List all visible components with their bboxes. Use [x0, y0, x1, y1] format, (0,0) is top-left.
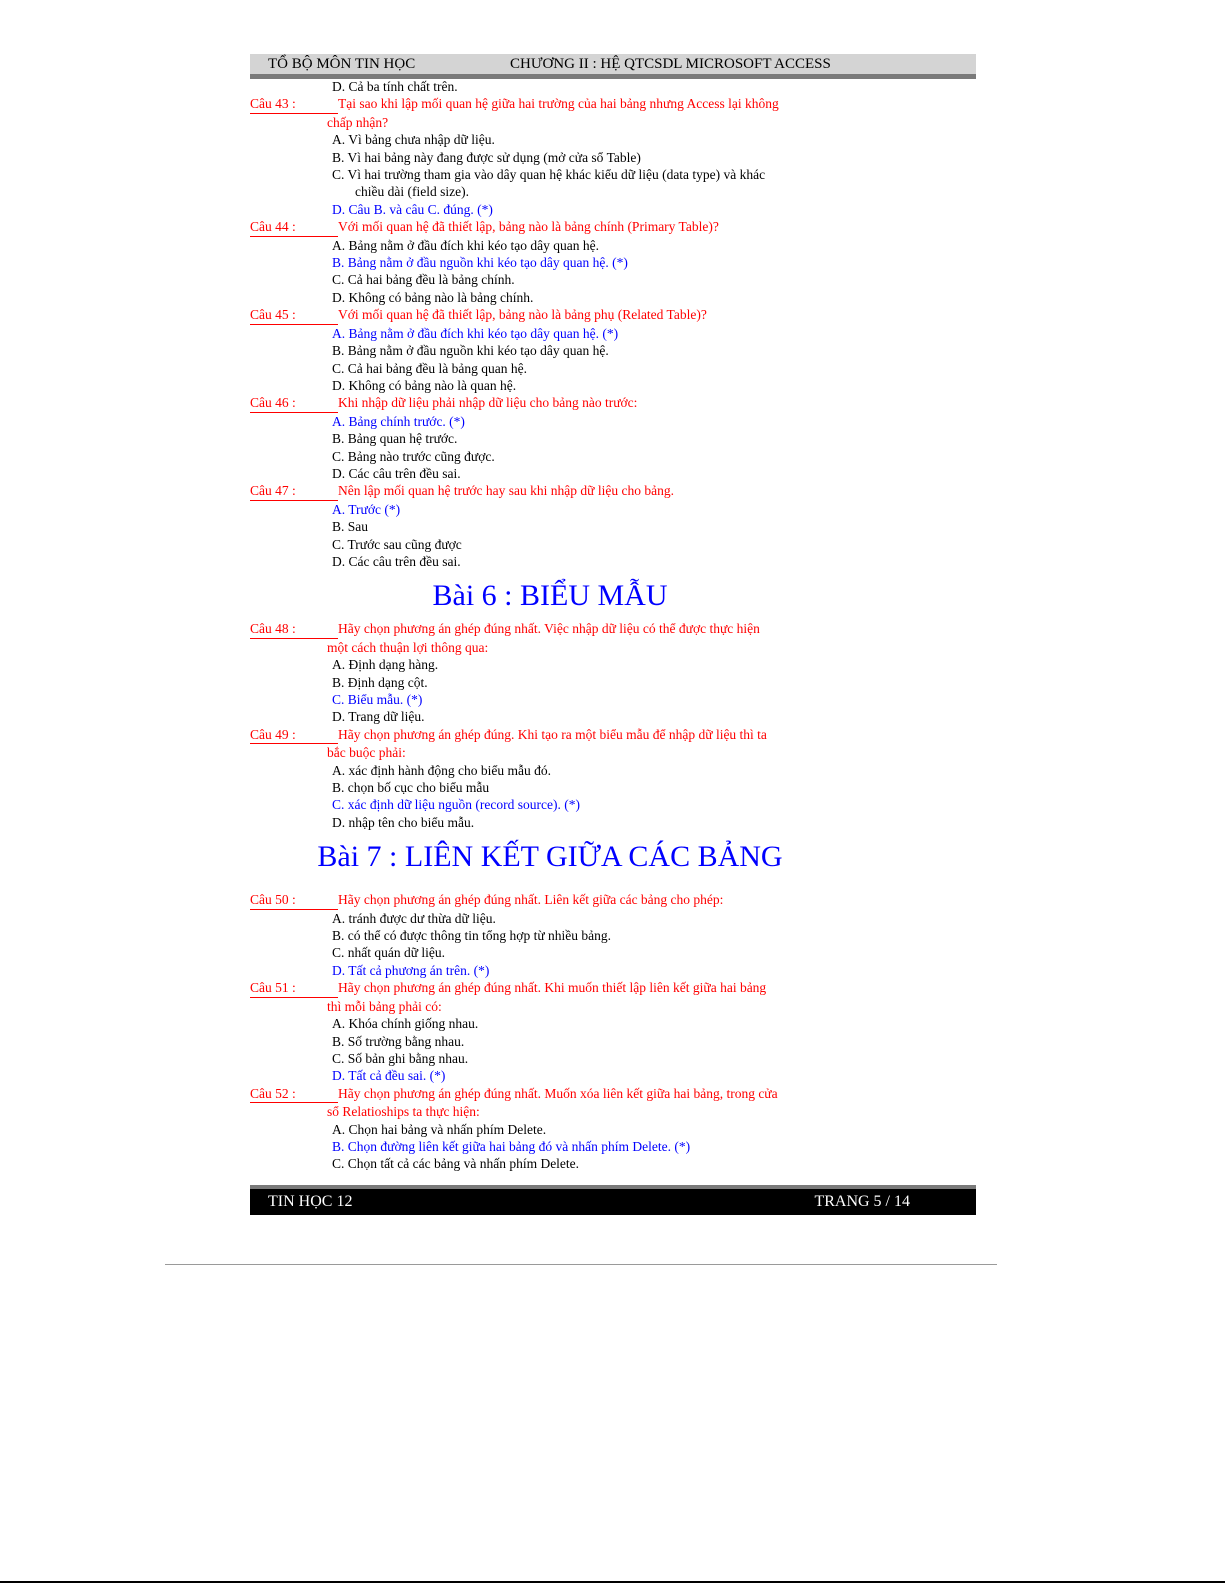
option-c-correct: C. Biểu mẫu. (*) [332, 692, 423, 707]
document-body [250, 78, 850, 1173]
option-d: D. Các câu trên đều sai. [332, 553, 461, 569]
header-chapter: CHƯƠNG II : HỆ QTCSDL MICROSOFT ACCESS [510, 56, 831, 72]
page-separator [165, 1264, 997, 1265]
option-b: B. Sau [332, 519, 369, 535]
question-49 [250, 726, 850, 744]
question-text: Với mối quan hệ đã thiết lập, bảng nào là bảng phụ (Related Table)? [338, 307, 707, 323]
question-text-cont: thì mỗi bảng phải có: [327, 998, 442, 1014]
question-text-cont: bắc buộc phải: [327, 745, 406, 761]
question-48 [250, 620, 850, 638]
option-c: C. Trước sau cũng được [332, 536, 462, 552]
section-title-bai-6: Bài 6 : BIỂU MẪU [432, 579, 668, 613]
option-a: A. tránh được dư thừa dữ liệu. [332, 910, 496, 926]
question-text-cont: một cách thuận lợi thông qua: [327, 639, 489, 655]
question-46 [250, 394, 850, 412]
question-text: Khi nhập dữ liệu phải nhập dữ liệu cho bảng nào trước: [338, 395, 638, 411]
option-d: D. Các câu trên đều sai. [332, 465, 461, 481]
question-52 [250, 1085, 850, 1103]
question-text: Hãy chọn phương án ghép đúng nhất. Liên kết giữa các bảng cho phép: [338, 892, 724, 908]
question-text: Hãy chọn phương án ghép đúng nhất. Việc nhập dữ liệu có thể được thực hiện [338, 621, 760, 637]
option-c: C. Vì hai trường tham gia vào dây quan hệ khác kiểu dữ liệu (data type) và khác [332, 167, 766, 183]
option-d: D. nhập tên cho biểu mẫu. [332, 814, 475, 830]
option-c-correct: C. xác định dữ liệu nguồn (record source). (*) [332, 797, 580, 813]
page-header [250, 54, 976, 79]
question-text: Hãy chọn phương án ghép đúng nhất. Muốn xóa liên kết giữa hai bảng, trong cửa [338, 1085, 778, 1101]
footer-subject: TIN HỌC 12 [268, 1193, 353, 1210]
question-47 [250, 482, 850, 500]
option-a: A. xác định hành động cho biểu mẫu đó. [332, 762, 551, 778]
question-text: Với mối quan hệ đã thiết lập, bảng nào là bảng chính (Primary Table)? [338, 219, 719, 235]
option-c: C. nhất quán dữ liệu. [332, 945, 446, 961]
option-d: D. Trang dữ liệu. [332, 709, 425, 725]
option-d-prev: D. Cả ba tính chất trên. [332, 79, 458, 94]
option-b-correct: B. Bảng nằm ở đầu nguồn khi kéo tạo dây quan hệ. (*) [332, 255, 628, 271]
footer-page-number: TRANG 5 / 14 [814, 1193, 910, 1210]
question-label: Câu 45 : [250, 306, 338, 324]
question-text: Tại sao khi lập mối quan hệ giữa hai trường của hai bảng nhưng Access lại không [338, 96, 779, 112]
question-label: Câu 43 : [250, 95, 338, 113]
question-text-cont: chấp nhận? [327, 114, 389, 130]
question-label: Câu 49 : [250, 726, 338, 744]
question-label: Câu 50 : [250, 891, 338, 909]
option-a-correct: A. Bảng nằm ở đầu đích khi kéo tạo dây quan hệ. (*) [332, 325, 619, 341]
page-footer [250, 1185, 976, 1215]
header-department: TỔ BỘ MÔN TIN HỌC [268, 56, 416, 72]
option-d-correct: D. Tất cả phương án trên. (*) [332, 962, 490, 978]
option-c: C. Cả hai bảng đều là bảng quan hệ. [332, 360, 527, 376]
question-label: Câu 52 : [250, 1085, 338, 1103]
option-b: B. có thể có được thông tin tổng hợp từ nhiều bảng. [332, 928, 611, 944]
option-a: A. Khóa chính giống nhau. [332, 1016, 479, 1032]
question-label: Câu 44 : [250, 218, 338, 236]
option-c: C. Bảng nào trước cũng được. [332, 448, 495, 464]
option-b-correct: B. Chọn đường liên kết giữa hai bảng đó và nhấn phím Delete. (*) [332, 1138, 691, 1154]
question-text: Nên lập mối quan hệ trước hay sau khi nhập dữ liệu cho bảng. [338, 483, 674, 499]
option-b: B. Vì hai bảng này đang được sử dụng (mở cửa sổ Table) [332, 149, 641, 165]
question-text: Hãy chọn phương án ghép đúng nhất. Khi muốn thiết lập liên kết giữa hai bảng [338, 980, 767, 996]
question-label: Câu 51 : [250, 979, 338, 997]
question-label: Câu 47 : [250, 482, 338, 500]
question-text: Hãy chọn phương án ghép đúng. Khi tạo ra một biểu mẫu để nhập dữ liệu thì ta [338, 726, 767, 742]
option-d-correct: D. Tất cả đều sai. (*) [332, 1068, 446, 1084]
question-51 [250, 979, 850, 997]
question-45 [250, 306, 850, 324]
option-b: B. Định dạng cột. [332, 674, 428, 690]
question-text-cont: sổ Relatioships ta thực hiện: [327, 1104, 480, 1120]
question-44 [250, 218, 850, 236]
option-c: C. Số bản ghi bằng nhau. [332, 1050, 469, 1066]
option-a: A. Bảng nằm ở đầu đích khi kéo tạo dây quan hệ. [332, 237, 599, 253]
option-d-correct: D. Câu B. và câu C. đúng. (*) [332, 201, 493, 217]
option-c-cont: chiều dài (field size). [355, 184, 469, 200]
option-d: D. Không có bảng nào là bảng chính. [332, 289, 534, 305]
option-a: A. Định dạng hàng. [332, 657, 439, 673]
option-b: B. Bảng quan hệ trước. [332, 431, 458, 447]
question-50 [250, 891, 850, 909]
option-a: A. Vì bảng chưa nhập dữ liệu. [332, 132, 495, 148]
option-d: D. Không có bảng nào là quan hệ. [332, 377, 517, 393]
option-a: A. Chọn hai bảng và nhấn phím Delete. [332, 1121, 547, 1137]
option-a-correct: A. Bảng chính trước. (*) [332, 413, 465, 429]
option-a-correct: A. Trước (*) [332, 501, 401, 517]
option-b: B. Bảng nằm ở đầu nguồn khi kéo tạo dây quan hệ. [332, 343, 609, 359]
question-label: Câu 48 : [250, 620, 338, 638]
option-b: B. chọn bố cục cho biểu mẫu [332, 780, 490, 796]
option-c: C. Chọn tất cả các bảng và nhấn phím Delete. [332, 1156, 580, 1172]
option-b: B. Số trường bằng nhau. [332, 1033, 465, 1049]
option-c: C. Cả hai bảng đều là bảng chính. [332, 272, 515, 288]
section-title-bai-7: Bài 7 : LIÊN KẾT GIỮA CÁC BẢNG [317, 840, 783, 874]
question-43 [250, 95, 850, 113]
bottom-rule [0, 1581, 1225, 1583]
question-label: Câu 46 : [250, 394, 338, 412]
